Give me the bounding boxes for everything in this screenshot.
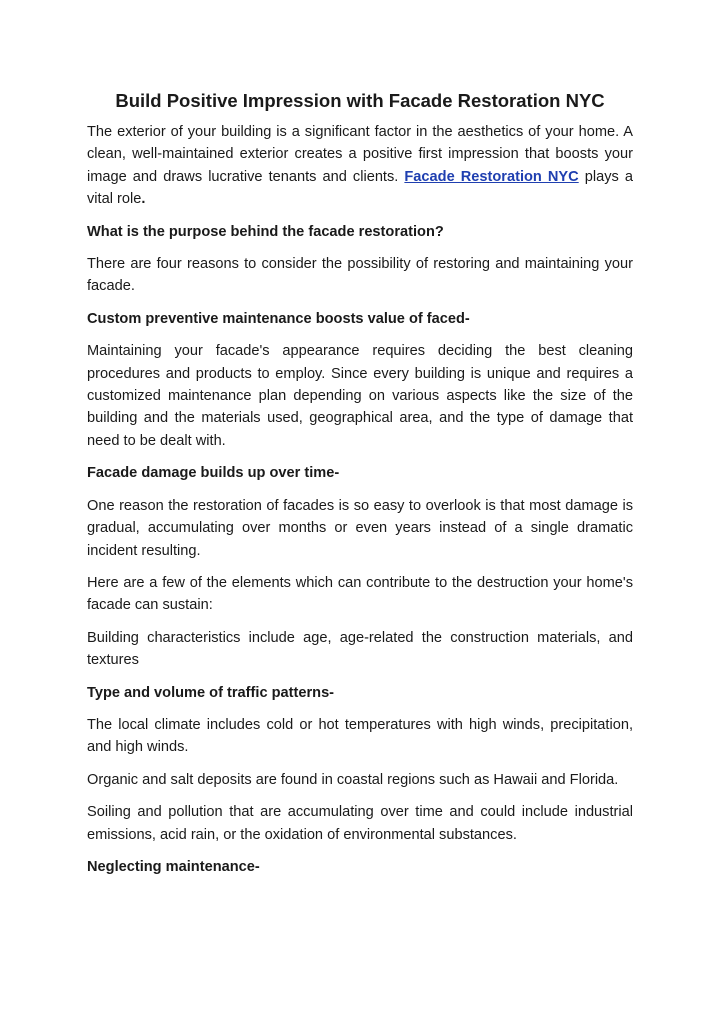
section-paragraph: One reason the restoration of facades is so easy to overlook is that most damage is gradual, accumulating over months or even years instead of a single dramatic incident resulting. [87,497,633,559]
section-paragraph: Soiling and pollution that are accumulating over time and could include industrial emissions, acid rain, or the oxidation of environmental substances. [87,804,633,843]
intro-end-mark: . [141,191,146,208]
section-heading: Custom preventive maintenance boosts value of faced- [87,310,470,327]
facade-restoration-link[interactable]: Facade Restoration NYC [404,168,579,185]
intro-text-before-link: The exterior of your building is a significant factor in the aesthetics of your home. A clean, well-maintained exterior creates a positive first impression that boosts your image and draws lucrative tenants and clients. [87,124,633,185]
section-heading: Neglecting maintenance- [87,858,260,875]
document-body [87,88,633,888]
section-paragraph: The local climate includes cold or hot temperatures with high winds, precipitation, and high winds. [87,716,633,756]
section-heading: Type and volume of traffic patterns- [87,684,335,701]
intro-paragraph [87,121,633,211]
intro-text-after-link: plays a vital role [87,168,633,208]
section-paragraph: Maintaining your facade's appearance requires deciding the best cleaning procedures and products to employ. Since every building is unique and requires a customized maintenance plan depending on various aspects like the size of the building and the materials used, geographical area, and the type of damage that need to be dealt with. [87,343,633,449]
section-paragraph: Organic and salt deposits are found in coastal regions such as Hawaii and Florida. [87,771,619,788]
section-paragraph: Building characteristics include age, age-related the construction materials, and textures [87,629,633,669]
section-paragraph: There are four reasons to consider the possibility of restoring and maintaining your facade. [87,256,633,295]
document-title: Build Positive Impression with Facade Restoration NYC [115,90,605,111]
section-heading: What is the purpose behind the facade restoration? [87,223,444,240]
section-heading: Facade damage builds up over time- [87,465,340,482]
section-paragraph: Here are a few of the elements which can contribute to the destruction your home's facade can sustain: [87,574,633,614]
